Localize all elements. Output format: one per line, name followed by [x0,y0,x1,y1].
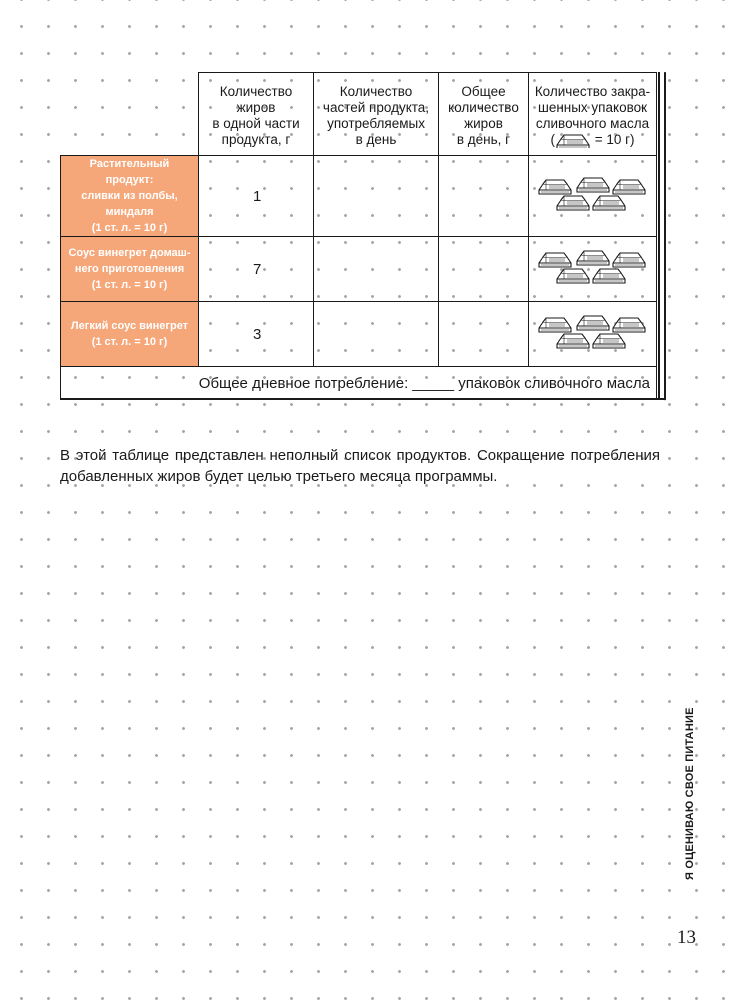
butter-packs-cell[interactable] [529,156,657,237]
label-line: (1 ст. л. = 10 г) [91,279,168,291]
header-line: Количество [219,84,293,99]
table-row [61,302,657,367]
butter-dish-icon [539,180,571,194]
butter-dish-icon [613,253,645,267]
butter-dish-icon [593,196,625,210]
butter-dish-icon [555,132,591,148]
label-line: (1 ст. л. = 10 г) [91,336,168,348]
header-line: частей продукта, [322,100,430,115]
header-portions-per-day [314,73,439,156]
table-row [61,237,657,302]
butter-dish-icon [613,180,645,194]
portions-input-cell[interactable] [314,156,439,237]
corner-cell [61,73,199,156]
header-butter-packs [529,73,657,156]
row-label [61,237,199,302]
butter-dish-icon [577,178,609,192]
butter-dish-icon [539,253,571,267]
butter-pack-group[interactable] [537,244,649,294]
butter-dish-icon [557,334,589,348]
header-line: в одной части [212,116,300,131]
header-line: Количество [339,84,413,99]
section-side-label: Я ОЦЕНИВАЮ СВОЕ ПИТАНИЕ [684,707,696,880]
header-line: продукта, г [221,132,291,147]
total-row [61,367,657,400]
butter-dish-icon [577,251,609,265]
header-line: в день [355,132,397,147]
total-fat-input-cell[interactable] [439,237,529,302]
header-line: Количество закра- [534,83,651,99]
paren-open: ( [550,131,555,147]
total-daily-intake[interactable]: Общее дневное потребление: _____ упаковок сливочного масла [61,367,657,400]
label-line: Легкий соус винегрет [70,320,189,332]
butter-dish-icon [593,269,625,283]
table-row [61,156,657,237]
header-line: в день, г [456,132,511,147]
header-line: употребляемых [327,116,425,131]
header-row [61,73,657,156]
fat-per-portion-value: 3 [199,302,314,367]
header-line [529,132,656,148]
butter-pack-group[interactable] [537,309,649,359]
page-number: 13 [677,927,696,948]
butter-pack-group[interactable] [537,171,649,221]
header-line: сливочного масла [535,115,650,131]
header-total-fat [439,73,529,156]
label-line: (1 ст. л. = 10 г) [91,222,168,234]
portions-input-cell[interactable] [314,302,439,367]
fat-table [60,72,657,400]
label-line: миндаля [105,206,154,218]
header-line: Общее [461,84,506,99]
butter-dish-icon [557,196,589,210]
butter-dish-icon [557,269,589,283]
table-frame-shadow-right [658,72,666,400]
fat-per-portion-value: 7 [199,237,314,302]
label-line: Соус винегрет домаш- [68,247,191,259]
total-fat-input-cell[interactable] [439,302,529,367]
header-line: жиров [236,100,276,115]
label-line: него приготовления [74,263,185,275]
header-line: количество [448,100,519,115]
butter-dish-icon [593,334,625,348]
fat-per-portion-value: 1 [199,156,314,237]
body-paragraph: В этой таблице представлен неполный список продуктов. Сокращение потребления добавленных жиров будет целью третьего месяца программы. [60,447,660,485]
butter-dish-icon [539,318,571,332]
butter-dish-icon [613,318,645,332]
butter-packs-cell[interactable] [529,237,657,302]
butter-dish-icon [577,316,609,330]
row-label [61,156,199,237]
header-line: шенных упаковок [537,99,648,115]
header-line: жиров [464,116,503,131]
label-line: Растительный продукт: [89,158,170,186]
paren-close: = 10 г) [590,131,635,147]
portions-input-cell[interactable] [314,237,439,302]
butter-packs-cell[interactable] [529,302,657,367]
header-fat-per-portion [199,73,314,156]
row-label [61,302,199,367]
label-line: сливки из полбы, [81,190,178,202]
total-fat-input-cell[interactable] [439,156,529,237]
